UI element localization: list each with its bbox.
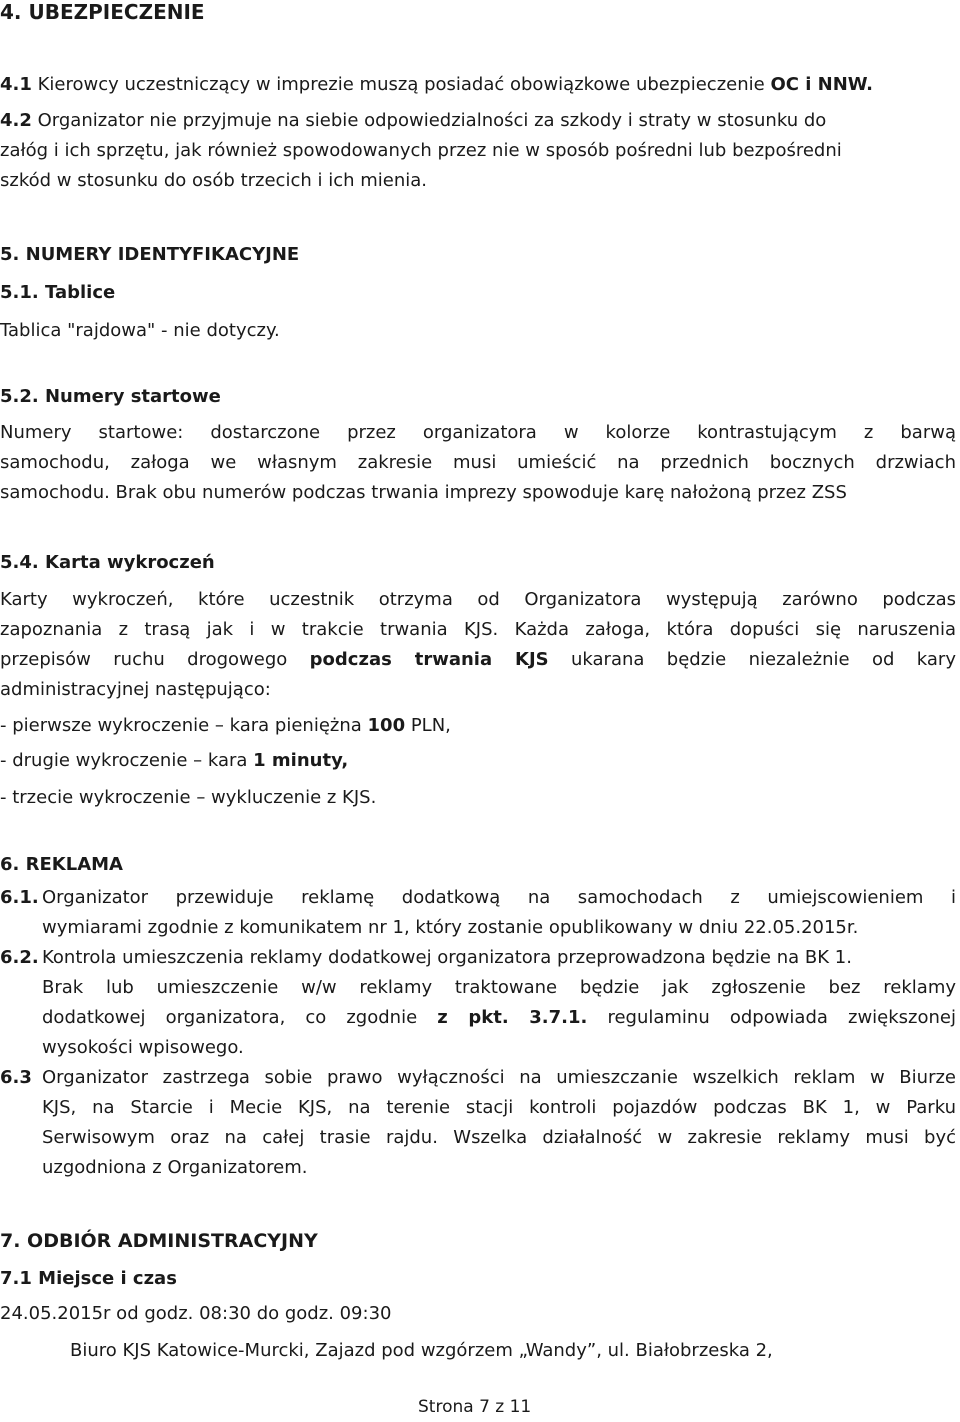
insurance-types: OC i NNW. (770, 74, 874, 95)
paragraph-6-3-line1: Organizator zastrzega sobie prawo wyłączności na umieszczanie wszelkich reklam w Biurze (42, 1067, 956, 1088)
subsection-5-2-title: 5.2. Numery startowe (0, 386, 221, 407)
paragraph-6-3-line2: KJS, na Starcie i Mecie KJS, na terenie stacji kontroli pojazdów podczas BK 1, w Parku (42, 1097, 956, 1118)
subsection-5-2-line2: samochodu, załoga we własnym zakresie musi umieścić na przednich bocznych drzwiach (0, 452, 956, 473)
subsection-5-4-line2: zapoznania z trasą jak i w trakcie trwania KJS. Każda załoga, która dopuści się naruszenia (0, 619, 956, 640)
subsection-5-2-line1: Numery startowe: dostarczone przez organizatora w kolorze kontrastującym z barwą (0, 422, 956, 443)
subsection-5-1-title: 5.1. Tablice (0, 282, 116, 303)
penalty-item-2 (0, 746, 348, 776)
paragraph-6-1-line1: Organizator przewiduje reklamę dodatkową na samochodach z umiejscowieniem i (42, 887, 956, 908)
section-6-title: 6. REKLAMA (0, 854, 123, 875)
line-text: przepisów ruchu drogowego (0, 649, 310, 670)
paragraph-6-2-line1: Kontrola umieszczenia reklamy dodatkowej organizatora przeprowadzona będzie na BK 1. (42, 947, 852, 968)
paragraph-4-2-line3: szkód w stosunku do osób trzecich i ich mienia. (0, 170, 427, 191)
penalty-text: PLN, (405, 715, 451, 736)
paragraph-6-2-line4: wysokości wpisowego. (42, 1037, 244, 1058)
penalty-text: - drugie wykroczenie – kara (0, 750, 254, 771)
subsection-5-2-line3: samochodu. Brak obu numerów podczas trwania imprezy spowoduje karę nałożoną przez ZSS (0, 482, 847, 503)
paragraph-6-3-line4: uzgodniona z Organizatorem. (42, 1157, 308, 1178)
subsection-5-1-text: Tablica "rajdowa" - nie dotyczy. (0, 320, 280, 341)
subsection-7-1-title: 7.1 Miejsce i czas (0, 1268, 177, 1289)
paragraph-6-3-number (0, 1063, 32, 1093)
subsection-5-4-line3 (0, 645, 956, 675)
subsection-5-4-line1: Karty wykroczeń, które uczestnik otrzyma od Organizatora występują zarówno podczas (0, 589, 956, 610)
section-5-title: 5. NUMERY IDENTYFIKACYJNE (0, 244, 300, 265)
penalty-amount: 100 (367, 715, 406, 736)
datetime-text: 24.05.2015r od godz. 08:30 do godz. 09:30 (0, 1303, 392, 1324)
number-rest: 3 (19, 1067, 32, 1088)
line-text: regulaminu odpowiada zwiększonej (587, 1007, 956, 1028)
paragraph-6-2-line3 (42, 1003, 956, 1033)
address-text: Biuro KJS Katowice-Murcki, Zajazd pod wzgórzem „Wandy”, ul. Białobrzeska 2, (70, 1340, 773, 1361)
page-number: Strona 7 z 11 (418, 1397, 532, 1417)
paragraph-6-1-line2: wymiarami zgodnie z komunikatem nr 1, który zostanie opublikowany w dniu 22.05.2015r. (42, 917, 859, 938)
paragraph-4-2-line1 (0, 106, 826, 136)
paragraph-number: 4.1 (0, 74, 32, 95)
number-bold: 6. (0, 1067, 20, 1088)
line-text: dodatkowej organizatora, co zgodnie (42, 1007, 438, 1028)
paragraph-text: Kierowcy uczestniczący w imprezie muszą posiadać obowiązkowe ubezpieczenie (31, 74, 771, 95)
subsection-5-4-title: 5.4. Karta wykroczeń (0, 552, 215, 573)
paragraph-number: 4.2 (0, 110, 32, 131)
penalty-item-1 (0, 711, 451, 741)
emphasis: podczas trwania KJS (309, 649, 549, 670)
paragraph-6-3-line3: Serwisowym oraz na całej trasie rajdu. Wszelka działalność w zakresie reklamy musi być (42, 1127, 956, 1148)
penalty-item-3: - trzecie wykroczenie – wykluczenie z KJS. (0, 787, 377, 808)
paragraph-6-2-number: 6.2. (0, 947, 39, 968)
paragraph-text: Organizator nie przyjmuje na siebie odpowiedzialności za szkody i straty w stosunku do (31, 110, 827, 131)
penalty-amount: 1 minuty, (253, 750, 349, 771)
section-4-title: 4. UBEZPIECZENIE (0, 0, 205, 24)
subsection-5-4-line4: administracyjnej następująco: (0, 679, 271, 700)
emphasis: z pkt. 3.7.1. (437, 1007, 588, 1028)
paragraph-4-1 (0, 70, 873, 100)
paragraph-6-1-number: 6.1. (0, 887, 39, 908)
line-text: ukarana będzie niezależnie od kary (548, 649, 956, 670)
paragraph-6-2-line2: Brak lub umieszczenie w/w reklamy traktowane będzie jak zgłoszenie bez reklamy (42, 977, 956, 998)
paragraph-4-2-line2: załóg i ich sprzętu, jak również spowodowanych przez nie w sposób pośredni lub bezpośredni (0, 140, 842, 161)
section-7-title: 7. ODBIÓR ADMINISTRACYJNY (0, 1230, 318, 1252)
penalty-text: - pierwsze wykroczenie – kara pieniężna (0, 715, 368, 736)
